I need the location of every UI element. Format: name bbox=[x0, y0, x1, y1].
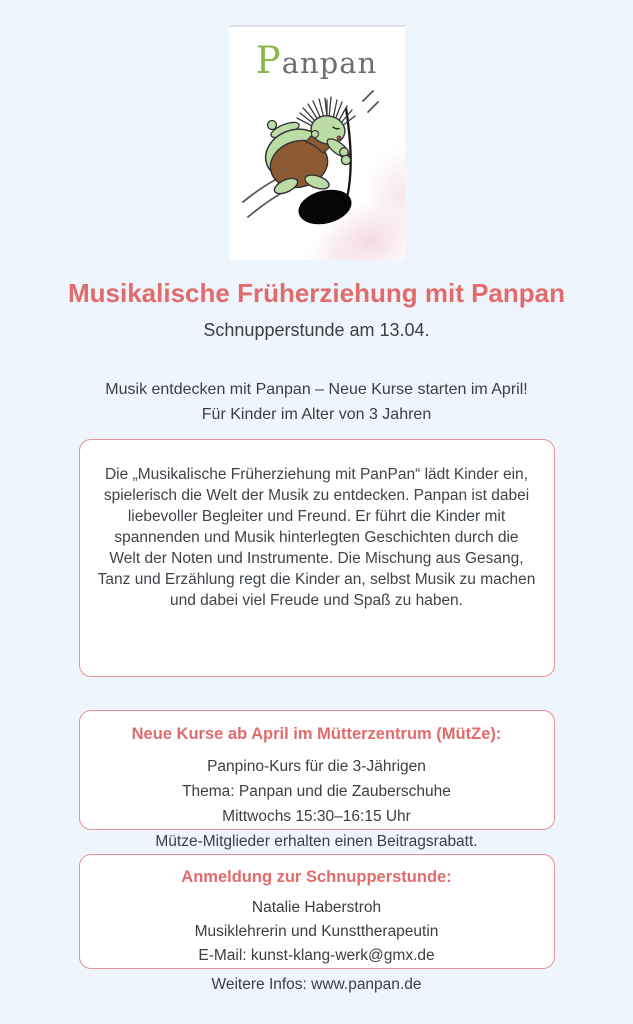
logo-card bbox=[229, 25, 405, 260]
motion-ticks-icon bbox=[363, 91, 378, 112]
brand-initial: P bbox=[255, 39, 282, 82]
description-text: Die „Musikalische Früherziehung mit PanPan“ lädt Kinder ein, spielerisch die Welt der Musik zu entdecken. Panpan ist dabei liebevoller Begleiter und Freund. Er führt die Kinder mit spannenden und Musik hinterlegten Geschichten durch die Welt der Noten und Instrumente. Die Mischung aus Gesang, Tanz und Erzählung regt die Kinder an, selbst Musik zu machen und dabei viel Freude und Spaß zu haben. bbox=[97, 466, 536, 609]
page-subtitle: Schnupperstunde am 13.04. bbox=[203, 320, 430, 340]
brand-rest: anpan bbox=[281, 46, 378, 80]
course-line: Thema: Panpan und die Zauberschuhe bbox=[182, 783, 451, 800]
registration-line: Natalie Haberstroh bbox=[251, 899, 382, 916]
panpan-character-illustration bbox=[241, 86, 393, 244]
discount-note: Mütze-Mitglieder erhalten einen Beitragsrabatt. bbox=[155, 833, 478, 850]
registration-box bbox=[79, 854, 555, 969]
intro-line-2: Für Kinder im Alter von 3 Jahren bbox=[201, 406, 432, 423]
registration-line: Musiklehrerin und Kunsttherapeutin bbox=[194, 923, 439, 940]
intro-text bbox=[0, 377, 633, 427]
courses-heading: Neue Kurse ab April im Mütterzentrum (MütZe): bbox=[131, 725, 502, 743]
course-line: Mittwochs 15:30–16:15 Uhr bbox=[222, 808, 411, 825]
page-title: Musikalische Früherziehung mit Panpan bbox=[68, 278, 565, 308]
course-line: Panpino-Kurs für die 3-Jährigen bbox=[207, 758, 426, 775]
courses-box bbox=[79, 710, 555, 830]
intro-line-1: Musik entdecken mit Panpan – Neue Kurse starten im April! bbox=[105, 381, 528, 398]
description-box bbox=[79, 439, 555, 677]
registration-heading: Anmeldung zur Schnupperstunde: bbox=[181, 868, 452, 886]
footer-note: Weitere Infos: www.panpan.de bbox=[211, 976, 422, 993]
brand-logo bbox=[256, 41, 377, 82]
registration-line: E-Mail: kunst-klang-werk@gmx.de bbox=[198, 947, 435, 964]
